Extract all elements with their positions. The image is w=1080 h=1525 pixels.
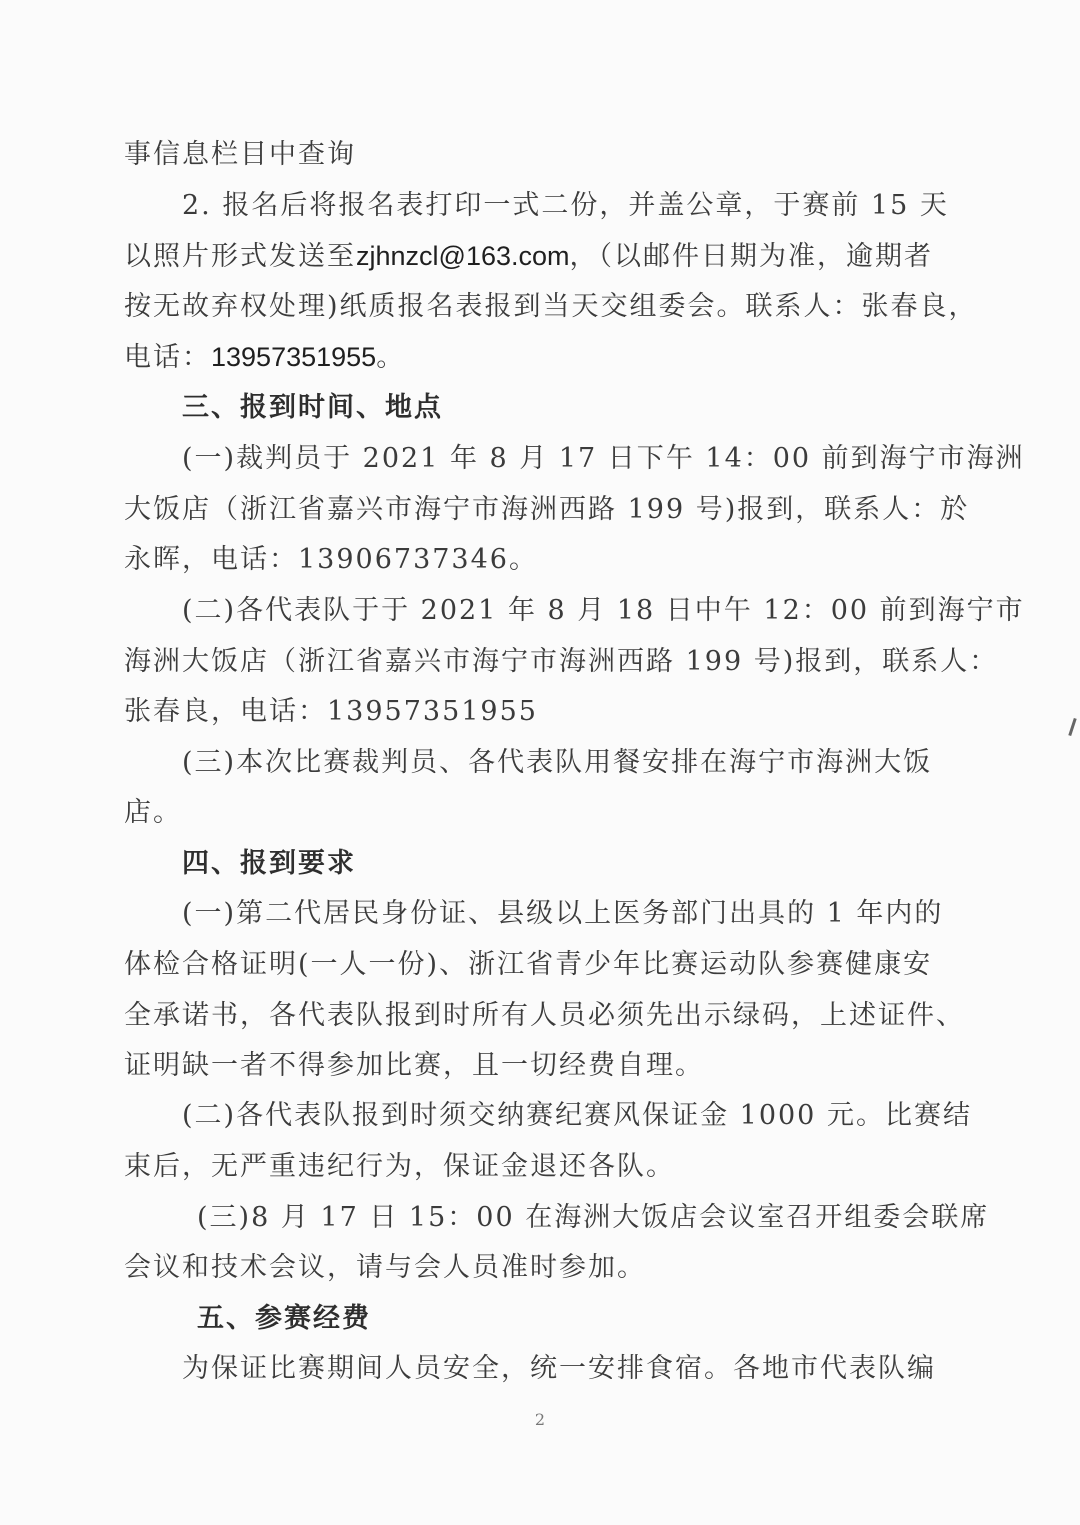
section-heading: 五、参赛经费	[197, 1303, 371, 1334]
text-line: 体检合格证明(一人一份)、浙江省青少年比赛运动队参赛健康安	[124, 949, 933, 980]
text-line: 证明缺一者不得参加比赛，且一切经费自理。	[124, 1050, 704, 1081]
text-line: 海洲大饭店（浙江省嘉兴市海宁市海洲西路 199 号)报到，联系人：	[124, 646, 999, 677]
text-line: 大饭店（浙江省嘉兴市海宁市海洲西路 199 号)报到，联系人：於	[124, 494, 970, 525]
text-line: 店。	[124, 797, 182, 828]
text-line: 束后，无严重违纪行为，保证金退还各队。	[124, 1151, 675, 1182]
text-line: 事信息栏目中查询	[124, 139, 356, 170]
text-line: 会议和技术会议，请与会人员准时参加。	[124, 1252, 646, 1283]
text-line: 以照片形式发送至zjhnzcl@163.com，（以邮件日期为准，逾期者	[124, 241, 933, 272]
text-line: 电话：13957351955。	[124, 342, 406, 373]
text-line: (三)本次比赛裁判员、各代表队用餐安排在海宁市海洲大饭	[182, 747, 933, 778]
text-line: 按无故弃权处理)纸质报名表报到当天交组委会。联系人：张春良，	[124, 291, 978, 322]
text-line: 2. 报名后将报名表打印一式二份，并盖公章，于赛前 15 天	[182, 190, 949, 221]
text-line: 永晖，电话：13906737346。	[124, 544, 538, 575]
text-line: 为保证比赛期间人员安全，统一安排食宿。各地市代表队编	[182, 1353, 936, 1384]
email-address: zjhnzcl@163.com	[356, 241, 570, 271]
phone-number: 13957351955	[211, 342, 377, 372]
section-heading: 四、报到要求	[182, 848, 356, 879]
page-number: 2	[534, 1410, 546, 1429]
text-line: (三)8 月 17 日 15：00 在海洲大饭店会议室召开组委会联席	[197, 1202, 990, 1233]
text-line: 全承诺书，各代表队报到时所有人员必须先出示绿码，上述证件、	[124, 1000, 965, 1031]
section-heading: 三、报到时间、地点	[182, 392, 443, 423]
text-line: (二)各代表队报到时须交纳赛纪赛风保证金 1000 元。比赛结	[182, 1100, 972, 1131]
text-line: (二)各代表队于于 2021 年 8 月 18 日中午 12：00 前到海宁市	[182, 595, 1025, 626]
text-line: (一)裁判员于 2021 年 8 月 17 日下午 14：00 前到海宁市海洲	[182, 443, 1025, 474]
scan-mark	[1068, 718, 1076, 736]
text-line: 张春良，电话：13957351955	[124, 696, 538, 727]
text-line: (一)第二代居民身份证、县级以上医务部门出具的 1 年内的	[182, 898, 944, 929]
